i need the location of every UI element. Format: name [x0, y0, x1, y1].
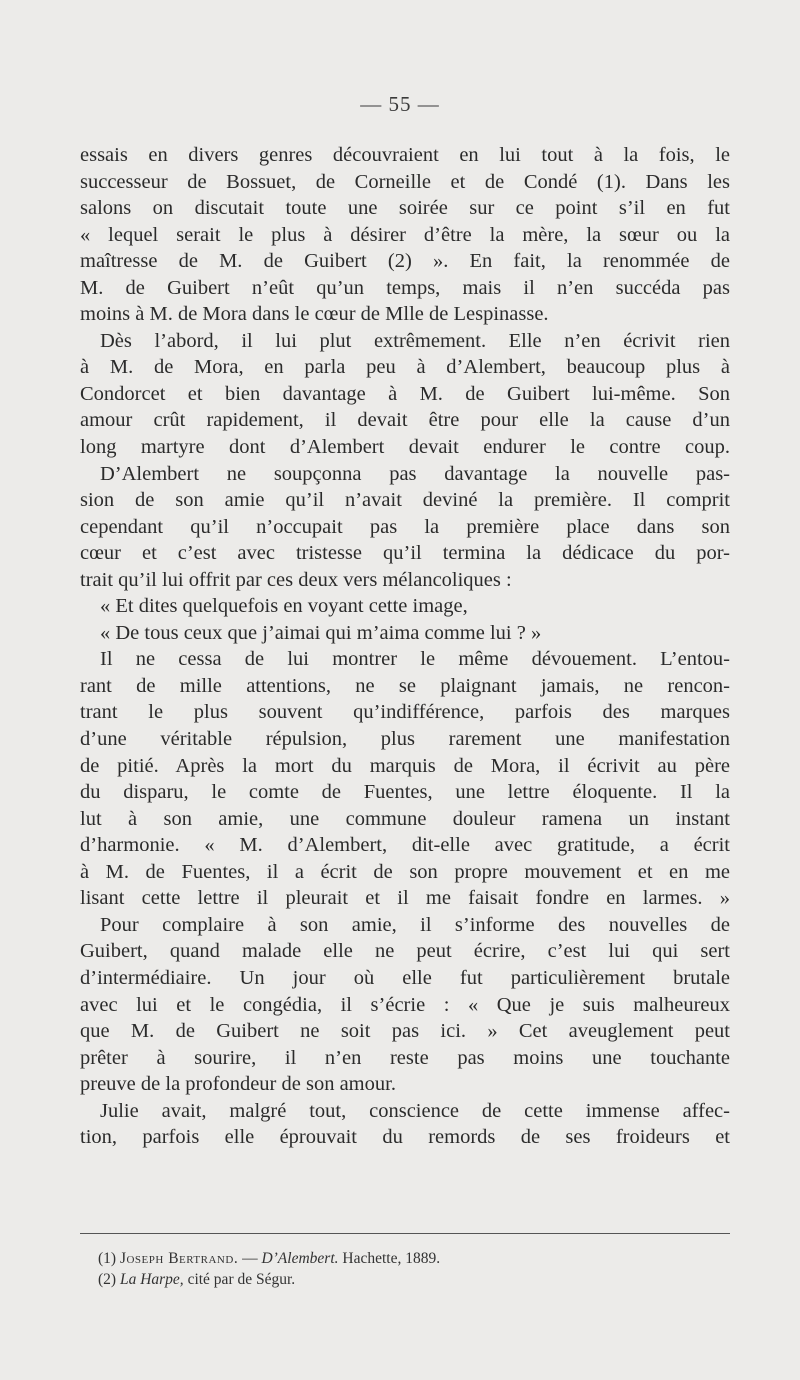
- footnote-divider: [80, 1233, 730, 1234]
- text-line: Guibert, quand malade elle ne peut écrire, c’est lui qui sert: [80, 940, 730, 963]
- text-line: cependant qu’il n’occupait pas la première place dans son: [80, 515, 730, 538]
- footnote-number: (2): [98, 1271, 117, 1288]
- text-line: maîtresse de M. de Guibert (2) ». En fait, la renommée de: [80, 250, 730, 273]
- text-line: M. de Guibert n’eût qu’un temps, mais il n’en succéda pas: [80, 276, 730, 299]
- text-line: à M. de Mora, en parla peu à d’Alembert, beaucoup plus à: [80, 356, 730, 379]
- text-line: lisant cette lettre il pleurait et il me faisait fondre en larmes. »: [80, 887, 730, 910]
- text-line: avec lui et le congédia, il s’écrie : « Que je suis malheureux: [80, 993, 730, 1016]
- text-line: d’intermédiaire. Un jour où elle fut particulièrement brutale: [80, 966, 730, 989]
- footnote-author: Joseph Bertrand.: [119, 1250, 239, 1267]
- text-line: moins à M. de Mora dans le cœur de Mlle de Lespinasse.: [80, 303, 549, 326]
- text-line: essais en divers genres découvraient en lui tout à la fois, le: [80, 144, 730, 166]
- footnote-details: cité par de Ségur.: [183, 1271, 296, 1288]
- text-line: Condorcet et bien davantage à M. de Guibert lui-même. Son: [80, 382, 730, 405]
- page-number: — 55 —: [360, 92, 440, 116]
- text-line: trant le plus souvent qu’indifférence, parfois des marques: [80, 701, 730, 724]
- text-line: rant de mille attentions, ne se plaignant jamais, ne rencon-: [80, 674, 730, 697]
- body-text: [80, 142, 730, 1151]
- text-line: amour crût rapidement, il devait être pour elle la cause d’un: [80, 409, 730, 432]
- text-line: « lequel serait le plus à désirer d’être la mère, la sœur ou la: [80, 223, 730, 246]
- verse-line: « Et dites quelquefois en voyant cette image,: [100, 595, 468, 618]
- text-line: cœur et c’est avec tristesse qu’il termina la dédicace du por-: [80, 542, 730, 565]
- verse-line: « De tous ceux que j’aimai qui m’aima comme lui ? »: [100, 621, 542, 644]
- text-line: Il ne cessa de lui montrer le même dévouement. L’entou-: [100, 648, 730, 671]
- text-line: long martyre dont d’Alembert devait endurer le contre coup.: [80, 436, 730, 459]
- text-line: Dès l’abord, il lui plut extrêmement. Elle n’en écrivit rien: [100, 329, 730, 352]
- text-line: D’Alembert ne soupçonna pas davantage la nouvelle pas-: [100, 462, 730, 485]
- text-line: preuve de la profondeur de son amour.: [80, 1073, 396, 1096]
- text-line: Pour complaire à son amie, il s’informe des nouvelles de: [100, 913, 730, 936]
- text-line: successeur de Bossuet, de Corneille et de Condé (1). Dans les: [80, 170, 730, 193]
- footnote-title: D’Alembert.: [261, 1250, 339, 1267]
- text-line: d’une véritable répulsion, plus rarement une manifestation: [80, 728, 730, 751]
- footnote-1: [98, 1248, 728, 1269]
- footnotes: [98, 1248, 728, 1290]
- text-line: lut à son amie, une commune douleur ramena un instant: [80, 807, 730, 830]
- text-line: à M. de Fuentes, il a écrit de son propre mouvement et en me: [80, 860, 730, 883]
- text-line: salons on discutait toute une soirée sur ce point s’il en fut: [80, 197, 730, 220]
- text-line: prêter à sourire, il n’en reste pas moins une touchante: [80, 1046, 730, 1069]
- footnote-details: Hachette, 1889.: [338, 1250, 441, 1267]
- text-line: trait qu’il lui offrit par ces deux vers mélancoliques :: [80, 568, 512, 591]
- footnote-title: La Harpe,: [119, 1271, 184, 1288]
- text-line: Julie avait, malgré tout, conscience de cette immense affec-: [100, 1099, 730, 1122]
- text-line: tion, parfois elle éprouvait du remords de ses froideurs et: [80, 1126, 730, 1149]
- text-line: sion de son amie qu’il n’avait deviné la première. Il comprit: [80, 489, 730, 512]
- footnote-separator: —: [238, 1250, 262, 1267]
- footnote-2: [98, 1269, 728, 1290]
- text-line: de pitié. Après la mort du marquis de Mora, il écrivit au père: [80, 754, 730, 777]
- text-line: du disparu, le comte de Fuentes, une lettre éloquente. Il la: [80, 781, 730, 804]
- footnote-number: (1): [98, 1250, 117, 1267]
- text-line: que M. de Guibert ne soit pas ici. » Cet aveuglement peut: [80, 1020, 730, 1043]
- text-line: d’harmonie. « M. d’Alembert, dit-elle avec gratitude, a écrit: [80, 834, 730, 857]
